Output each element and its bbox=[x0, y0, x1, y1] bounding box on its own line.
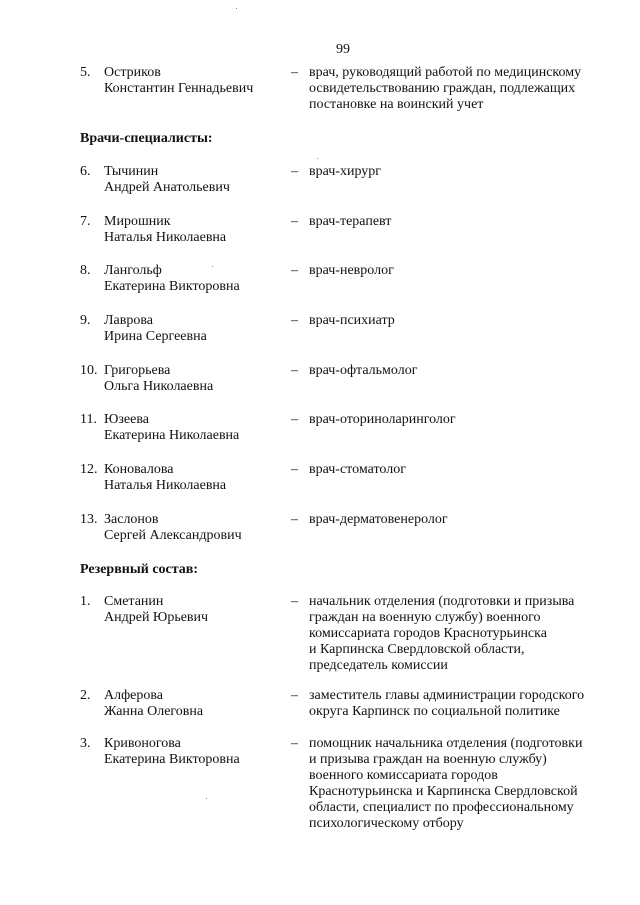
role-description bbox=[309, 512, 629, 528]
role-line: председатель комиссии bbox=[309, 658, 448, 673]
role-line: Краснотурьинска и Карпинска Свердловской bbox=[309, 784, 578, 799]
role-description bbox=[309, 363, 629, 379]
given-names: Андрей Анатольевич bbox=[104, 180, 230, 195]
section-heading-reserve: Резервный состав: bbox=[80, 562, 199, 577]
surname: Григорьева bbox=[104, 363, 171, 378]
role-description bbox=[309, 164, 629, 180]
role-line: военного комиссариата городов bbox=[309, 768, 498, 783]
dash-separator: – bbox=[291, 512, 298, 527]
role-line: округа Карпинск по социальной политике bbox=[309, 704, 560, 719]
given-names: Жанна Олеговна bbox=[104, 704, 204, 719]
role-description bbox=[309, 688, 629, 720]
role-line: освидетельствованию граждан, подлежащих bbox=[309, 81, 576, 96]
role-line: психологическому отбору bbox=[309, 816, 464, 831]
given-names: Сергей Александрович bbox=[104, 528, 242, 543]
given-names: Ольга Николаевна bbox=[104, 379, 214, 394]
role-line: граждан на военную службу) военного bbox=[309, 610, 541, 625]
item-number: 7. bbox=[80, 214, 91, 229]
role-line: врач-офтальмолог bbox=[309, 363, 418, 378]
role-description bbox=[309, 462, 629, 478]
surname: Заслонов bbox=[104, 512, 159, 527]
item-number: 12. bbox=[80, 462, 98, 477]
item-number: 13. bbox=[80, 512, 98, 527]
role-line: врач-дерматовенеролог bbox=[309, 512, 448, 527]
role-line: постановке на воинский учет bbox=[309, 97, 484, 112]
role-description bbox=[309, 412, 629, 428]
person-name bbox=[104, 736, 289, 768]
surname: Сметанин bbox=[104, 594, 164, 609]
item-number: 11. bbox=[80, 412, 97, 427]
dash-separator: – bbox=[291, 313, 298, 328]
role-line: врач-оториноларинголог bbox=[309, 412, 456, 427]
role-line: помощник начальника отделения (подготовки bbox=[309, 736, 583, 751]
item-number: 10. bbox=[80, 363, 98, 378]
given-names: Наталья Николаевна bbox=[104, 478, 227, 493]
dash-separator: – bbox=[291, 65, 298, 80]
page-number: 99 bbox=[336, 42, 350, 57]
given-names: Ирина Сергеевна bbox=[104, 329, 207, 344]
dash-separator: – bbox=[291, 164, 298, 179]
given-names: Екатерина Николаевна bbox=[104, 428, 240, 443]
person-name bbox=[104, 65, 289, 97]
item-number: 2. bbox=[80, 688, 91, 703]
role-line: врач-хирург bbox=[309, 164, 382, 179]
person-name bbox=[104, 462, 289, 494]
person-name bbox=[104, 363, 289, 395]
person-name bbox=[104, 512, 289, 544]
dash-separator: – bbox=[291, 412, 298, 427]
person-name bbox=[104, 412, 289, 444]
person-name bbox=[104, 214, 289, 246]
item-number: 9. bbox=[80, 313, 91, 328]
role-line: врач-невролог bbox=[309, 263, 394, 278]
person-name bbox=[104, 688, 289, 720]
scan-speck bbox=[206, 798, 207, 799]
given-names: Екатерина Викторовна bbox=[104, 752, 240, 767]
dash-separator: – bbox=[291, 363, 298, 378]
surname: Тычинин bbox=[104, 164, 159, 179]
dash-separator: – bbox=[291, 214, 298, 229]
role-line: врач-стоматолог bbox=[309, 462, 406, 477]
dash-separator: – bbox=[291, 594, 298, 609]
dash-separator: – bbox=[291, 462, 298, 477]
role-description bbox=[309, 736, 629, 832]
given-names: Наталья Николаевна bbox=[104, 230, 227, 245]
surname: Мирошник bbox=[104, 214, 171, 229]
role-line: начальник отделения (подготовки и призыва bbox=[309, 594, 575, 609]
item-number: 6. bbox=[80, 164, 91, 179]
person-name bbox=[104, 263, 289, 295]
role-line: врач, руководящий работой по медицинскому bbox=[309, 65, 582, 80]
given-names: Константин Геннадьевич bbox=[104, 81, 254, 96]
scan-speck bbox=[317, 158, 318, 159]
role-line: заместитель главы администрации городского bbox=[309, 688, 585, 703]
role-line: врач-терапевт bbox=[309, 214, 392, 229]
item-number: 3. bbox=[80, 736, 91, 751]
role-line: комиссариата городов Краснотурьинска bbox=[309, 626, 547, 641]
surname: Кривоногова bbox=[104, 736, 181, 751]
dash-separator: – bbox=[291, 688, 298, 703]
role-description bbox=[309, 594, 629, 674]
scan-speck bbox=[236, 8, 237, 9]
surname: Остриков bbox=[104, 65, 161, 80]
person-name bbox=[104, 164, 289, 196]
role-description bbox=[309, 214, 629, 230]
role-description bbox=[309, 65, 629, 113]
surname: Лангольф bbox=[104, 263, 162, 278]
item-number: 8. bbox=[80, 263, 91, 278]
role-line: и Карпинска Свердловской области, bbox=[309, 642, 525, 657]
surname: Лаврова bbox=[104, 313, 153, 328]
dash-separator: – bbox=[291, 263, 298, 278]
role-line: врач-психиатр bbox=[309, 313, 395, 328]
scan-speck bbox=[212, 266, 213, 267]
surname: Коновалова bbox=[104, 462, 174, 477]
role-description bbox=[309, 263, 629, 279]
person-name bbox=[104, 313, 289, 345]
given-names: Андрей Юрьевич bbox=[104, 610, 209, 625]
surname: Алферова bbox=[104, 688, 164, 703]
person-name bbox=[104, 594, 289, 626]
item-number: 5. bbox=[80, 65, 91, 80]
given-names: Екатерина Викторовна bbox=[104, 279, 240, 294]
section-heading-specialists: Врачи-специалисты: bbox=[80, 131, 213, 146]
role-line: области, специалист по профессиональному bbox=[309, 800, 574, 815]
dash-separator: – bbox=[291, 736, 298, 751]
item-number: 1. bbox=[80, 594, 91, 609]
surname: Юзеева bbox=[104, 412, 149, 427]
role-description bbox=[309, 313, 629, 329]
role-line: и призыва граждан на военную службу) bbox=[309, 752, 547, 767]
